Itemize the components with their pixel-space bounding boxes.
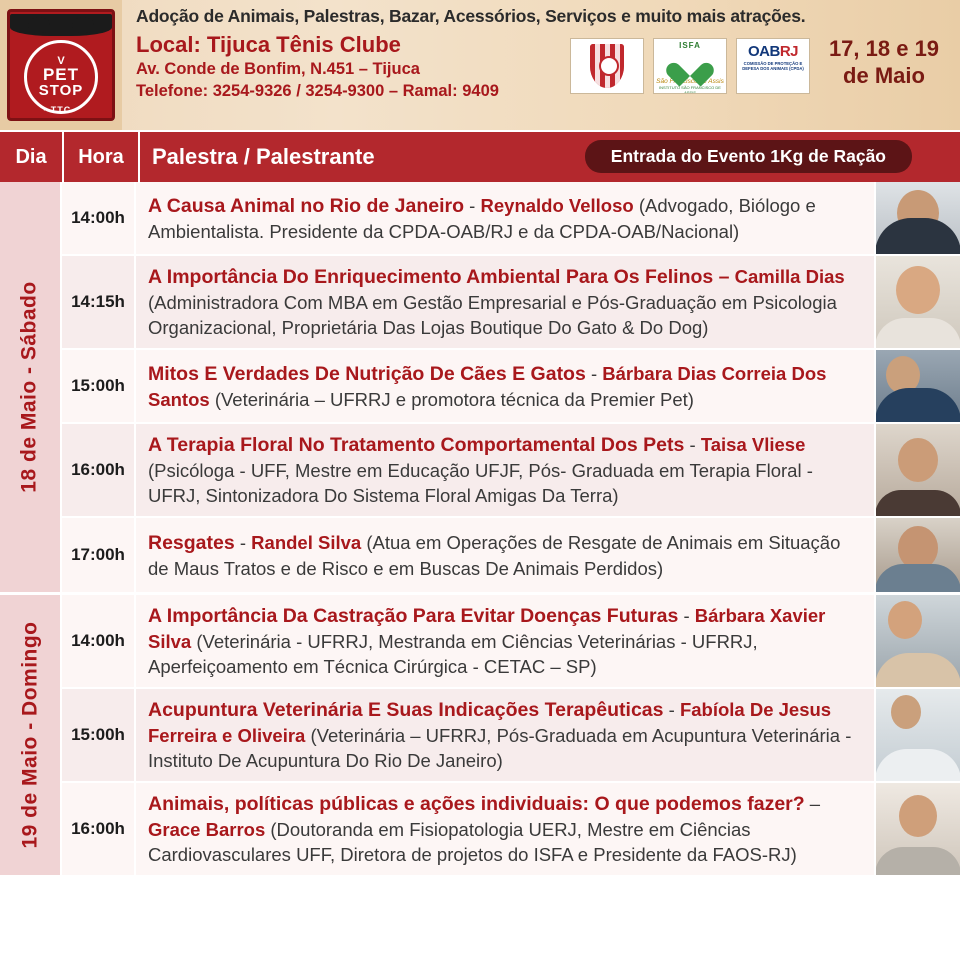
logo-stop-text: STOP [38, 81, 84, 99]
session-title: A Terapia Floral No Tratamento Comportamental Dos Pets [148, 434, 685, 456]
isfa-title: São Francisco de Assis [656, 78, 724, 85]
table-row [62, 350, 960, 424]
table-row [62, 518, 960, 592]
day-label-text: 18 de Maio - Sábado [18, 281, 42, 493]
ttc-crest-badge [570, 38, 644, 94]
poster-header [0, 0, 960, 130]
oabrj-badge [736, 38, 810, 94]
table-row [62, 424, 960, 518]
session-speaker: Bárbara Dias Correia Dos Santos [148, 362, 827, 410]
session-title: Mitos E Verdades De Nutrição De Cães E Gatos [148, 362, 586, 385]
speaker-photo [874, 424, 960, 516]
session-title: Animais, políticas públicas e ações individuais: O que podemos fazer? [148, 793, 805, 815]
table-row [62, 783, 960, 875]
speaker-photo [874, 182, 960, 254]
session-details: (Veterinária – UFRRJ, Pós-Graduada em Acupuntura Veterinária - Instituto De Acupuntura Do Rio De Janeiro) [148, 725, 852, 771]
session-title: Resgates [148, 531, 235, 554]
venue-phone: Telefone: 3254-9326 / 3254-9300 – Ramal: 9409 [136, 82, 499, 100]
session-details: (Advogado, Biólogo e Ambientalista. Presidente da CPDA-OAB/RJ e da CPDA-OAB/Nacional) [148, 194, 816, 242]
schedule-body [0, 182, 960, 878]
logo-v-text: V [57, 54, 65, 67]
speaker-photo [874, 350, 960, 422]
speaker-photo [874, 689, 960, 781]
speaker-photo [874, 518, 960, 592]
header-text-block [122, 0, 960, 130]
isfa-subtitle: INSTITUTO SÃO FRANCISCO DE ASSIS [659, 85, 721, 94]
session-details: (Atua em Operações de Resgate de Animais em Situação de Maus Tratos e de Risco e em Buscas De Animais Perdidos) [148, 531, 841, 579]
session-time: 16:00h [62, 424, 136, 516]
session-description: A Terapia Floral No Tratamento Comportamental Dos Pets - Taisa Vliese (Psicóloga - UFF, Mestre em Educação UFJF, Pós- Graduada em Terapia Floral - UFRJ, Sintonizadora Do Sistema Floral Amigas Da Terra) [136, 424, 874, 516]
session-time: 16:00h [62, 783, 136, 875]
session-description: A Importância Da Castração Para Evitar Doenças Futuras - Bárbara Xavier Silva (Veterinária - UFRRJ, Mestranda em Ciências Veterinárias - UFRRJ, Aperfeiçoamento em Técnica Cirúrgica - CETAC – SP) [136, 595, 874, 687]
session-speaker: Randel Silva [251, 531, 362, 553]
isfa-badge [653, 38, 727, 94]
session-description: Acupuntura Veterinária E Suas Indicações Terapêuticas - Fabíola De Jesus Ferreira e Oliveira (Veterinária – UFRRJ, Pós-Graduada em Acupuntura Veterinária - Instituto De Acupuntura Do Rio De Janeiro) [136, 689, 874, 781]
event-tagline: Adoção de Animais, Palestras, Bazar, Acessórios, Serviços e muito mais atrações. [136, 6, 806, 26]
day-group-saturday [0, 182, 960, 595]
venue-address: Av. Conde de Bonfim, N.451 – Tijuca [136, 60, 420, 78]
entry-fee-badge: Entrada do Evento 1Kg de Ração [585, 140, 912, 173]
session-speaker: Camilla Dias [734, 266, 845, 287]
event-dates [814, 36, 954, 90]
speaker-photo [874, 595, 960, 687]
sessions-sunday [62, 595, 960, 875]
column-header-day: Dia [15, 145, 47, 168]
session-time: 17:00h [62, 518, 136, 592]
session-speaker: Reynaldo Velloso [480, 194, 634, 216]
session-title: A Importância Da Castração Para Evitar Doenças Futuras [148, 605, 679, 627]
session-time: 14:00h [62, 182, 136, 254]
session-time: 15:00h [62, 350, 136, 422]
logo-ttc-text: · TTC · [43, 105, 79, 115]
session-speaker: Grace Barros [148, 819, 266, 840]
event-dates-days: 17, 18 e 19 [828, 36, 940, 61]
session-details: (Administradora Com MBA em Gestão Empresarial e Pós-Graduação em Psicologia Organizacional, Proprietária Das Lojas Boutique Do Gato & Do Dog) [148, 292, 837, 338]
table-row [62, 256, 960, 350]
column-header-talk: Palestra / Palestrante [152, 144, 375, 169]
session-description: Resgates - Randel Silva (Atua em Operações de Resgate de Animais em Situação de Maus Tratos e de Risco e em Buscas De Animais Perdidos) [136, 518, 874, 592]
ttc-shield-icon [590, 44, 624, 88]
venue-name: Local: Tijuca Tênis Clube [136, 32, 401, 57]
sponsor-logos [570, 38, 810, 94]
session-description: A Causa Animal no Rio de Janeiro - Reynaldo Velloso (Advogado, Biólogo e Ambientalista. Presidente da CPDA-OAB/RJ e da CPDA-OAB/Nacional) [136, 182, 874, 254]
logo-pet-text: PET [42, 64, 80, 84]
event-dates-month: de Maio [843, 63, 925, 88]
isfa-acronym: ISFA [679, 41, 701, 50]
session-details: (Psicóloga - UFF, Mestre em Educação UFJF, Pós- Graduada em Terapia Floral - UFRJ, Sintonizadora Do Sistema Floral Amigas Da Terra) [148, 460, 813, 506]
session-speaker: Taisa Vliese [700, 434, 806, 455]
session-time: 14:15h [62, 256, 136, 348]
day-group-sunday [0, 595, 960, 878]
session-time: 14:00h [62, 595, 136, 687]
speaker-photo [874, 783, 960, 875]
column-header-time: Hora [78, 145, 124, 168]
heart-icon [675, 51, 705, 77]
session-time: 15:00h [62, 689, 136, 781]
petstop-logo-container [0, 0, 122, 130]
session-details: (Veterinária - UFRRJ, Mestranda em Ciências Veterinárias - UFRRJ, Aperfeiçoamento em Técnica Cirúrgica - CETAC – SP) [148, 631, 758, 677]
oab-acronym: OABRJ [747, 43, 799, 60]
session-description: Mitos E Verdades De Nutrição De Cães E Gatos - Bárbara Dias Correia Dos Santos (Veterinária – UFRRJ e promotora técnica da Premier Pet) [136, 350, 874, 422]
session-description: Animais, políticas públicas e ações individuais: O que podemos fazer? – Grace Barros (Doutoranda em Fisiopatologia UERJ, Mestre em Ciências Cardiovasculares UFF, Diretora de projetos do ISFA e Presidente da FAOS-RJ) [136, 783, 874, 875]
oab-subtitle: COMISSÃO DE PROTEÇÃO E DEFESA DOS ANIMAIS (CPDA) [742, 61, 804, 72]
session-title: A Importância Do Enriquecimento Ambiental Para Os Felinos – [148, 266, 730, 288]
session-details: (Veterinária – UFRRJ e promotora técnica da Premier Pet) [209, 388, 694, 410]
petstop-logo [7, 9, 115, 121]
session-title: Acupuntura Veterinária E Suas Indicações Terapêuticas [148, 699, 664, 721]
logo-circle [24, 40, 98, 114]
session-speaker: Fabíola De Jesus Ferreira e Oliveira [148, 699, 832, 746]
schedule-table-header [0, 130, 960, 182]
cats-silhouette-icon [10, 14, 112, 36]
speaker-photo [874, 256, 960, 348]
table-row [62, 182, 960, 256]
session-speaker: Bárbara Xavier Silva [148, 605, 826, 652]
sessions-saturday [62, 182, 960, 592]
session-description [136, 256, 874, 348]
day-label-sunday [0, 595, 62, 875]
day-label-saturday [0, 182, 62, 592]
day-label-text: 19 de Maio - Domingo [18, 621, 42, 849]
table-row [62, 595, 960, 689]
table-row [62, 689, 960, 783]
session-title: A Causa Animal no Rio de Janeiro [148, 194, 465, 217]
session-details: (Doutoranda em Fisiopatologia UERJ, Mestre em Ciências Cardiovasculares UFF, Diretora de projetos do ISFA e Presidente da FAOS-RJ) [148, 819, 797, 865]
